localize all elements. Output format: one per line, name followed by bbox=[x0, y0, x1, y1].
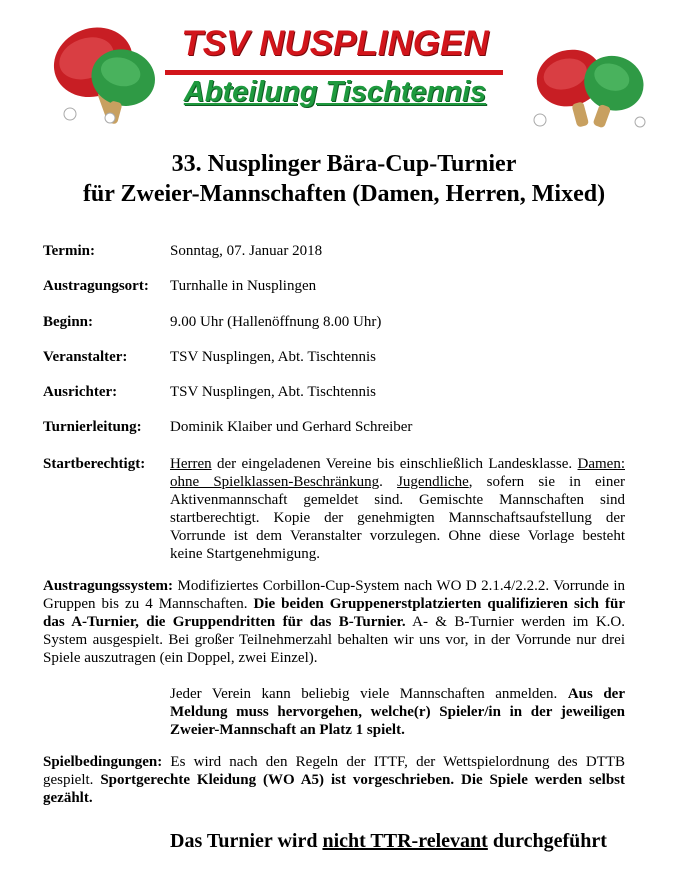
jugendliche-text: Jugendliche bbox=[397, 474, 469, 490]
termin-label: Termin: bbox=[43, 243, 95, 259]
termin-value: Sonntag, 07. Januar 2018 bbox=[170, 243, 323, 259]
turnierleitung-value: Dominik Klaiber und Gerhard Schreiber bbox=[170, 419, 413, 435]
spielbedingungen-label: Spielbedingungen: bbox=[43, 754, 163, 770]
veranstalter-value: TSV Nusplingen, Abt. Tischtennis bbox=[170, 349, 377, 365]
club-name: TSV NUSPLINGEN bbox=[181, 24, 489, 63]
austragungssystem-label: Austragungssystem: bbox=[43, 578, 174, 594]
turnierleitung-label: Turnierleitung: bbox=[43, 419, 142, 435]
beginn-label: Beginn: bbox=[43, 314, 94, 330]
table-tennis-paddle-icon bbox=[525, 40, 650, 130]
department-name: Abteilung Tischtennis bbox=[183, 76, 487, 108]
title-line-2: für Zweier-Mannschaften (Damen, Herren, Mixed) bbox=[82, 181, 606, 207]
header bbox=[0, 0, 688, 135]
austragungssystem-block-2: Jeder Verein kann beliebig viele Mannschaften anmelden. Aus der Meldung muss hervorgehen, welche(r) Spieler/in in der jeweiligen Zweier-Mannschaft an Platz 1 spielt. bbox=[170, 686, 625, 738]
veranstalter-label: Veranstalter: bbox=[43, 349, 128, 365]
herren-text: Herren bbox=[170, 456, 212, 472]
title-line-1: 33. Nusplinger Bära-Cup-Turnier bbox=[171, 151, 517, 177]
spielbedingungen-block: Spielbedingungen: Es wird nach den Regeln der ITTF, der Wettspielordnung des DTTB gespielt. Sportgerechte Kleidung (WO A5) ist vorgeschrieben. Die Spiele werden selbst gezählt. bbox=[43, 754, 626, 806]
footer-emphasis: nicht TTR-relevant bbox=[322, 830, 488, 852]
footer-note: Das Turnier wird nicht TTR-relevant durchgeführt bbox=[170, 830, 607, 852]
damen-text: Damen: ohne Spielklassen-Beschränkung bbox=[170, 456, 625, 490]
startberechtigt-label: Startberechtigt: bbox=[43, 456, 146, 472]
startberechtigt-text: Herren der eingeladenen Vereine bis einschließlich Landesklasse. Damen: ohne Spielklassen-Beschränkung. Jugendliche, sofern sie in einer Aktivenmannschaft gemeldet sind. Gemischte Mannschaften sind startberechtigt. Kopie der genehmigten Mannschaftsaufstellung der Vorrunde ist dem Veranstalter vorzulegen. Ohne diese Vorlage besteht keine Startgenehmigung. bbox=[170, 456, 625, 562]
austragungsort-value: Turnhalle in Nusplingen bbox=[170, 278, 317, 294]
page-title bbox=[0, 149, 688, 209]
table-tennis-paddle-icon bbox=[40, 22, 165, 127]
ausrichter-value: TSV Nusplingen, Abt. Tischtennis bbox=[170, 384, 377, 400]
austragungssystem-block: Austragungssystem: Modifiziertes Corbillon-Cup-System nach WO D 2.1.4/2.2.2. Vorrunde in Gruppen bis zu 4 Mannschaften. Die beiden Gruppenerstplatzierten qualifizieren sich für das A-Turnier, die Gruppendritten für das B-Turnier. A- & B-Turnier werden im K.O. System ausgespielt. Bei großer Teilnehmerzahl behalten wir uns vor, in der Vorrunde nur drei Spiele auszutragen (ein Doppel, zwei Einzel). bbox=[43, 578, 625, 666]
beginn-value: 9.00 Uhr (Hallenöffnung 8.00 Uhr) bbox=[170, 314, 382, 330]
austragungsort-label: Austragungsort: bbox=[43, 278, 149, 294]
ausrichter-label: Ausrichter: bbox=[43, 384, 118, 400]
